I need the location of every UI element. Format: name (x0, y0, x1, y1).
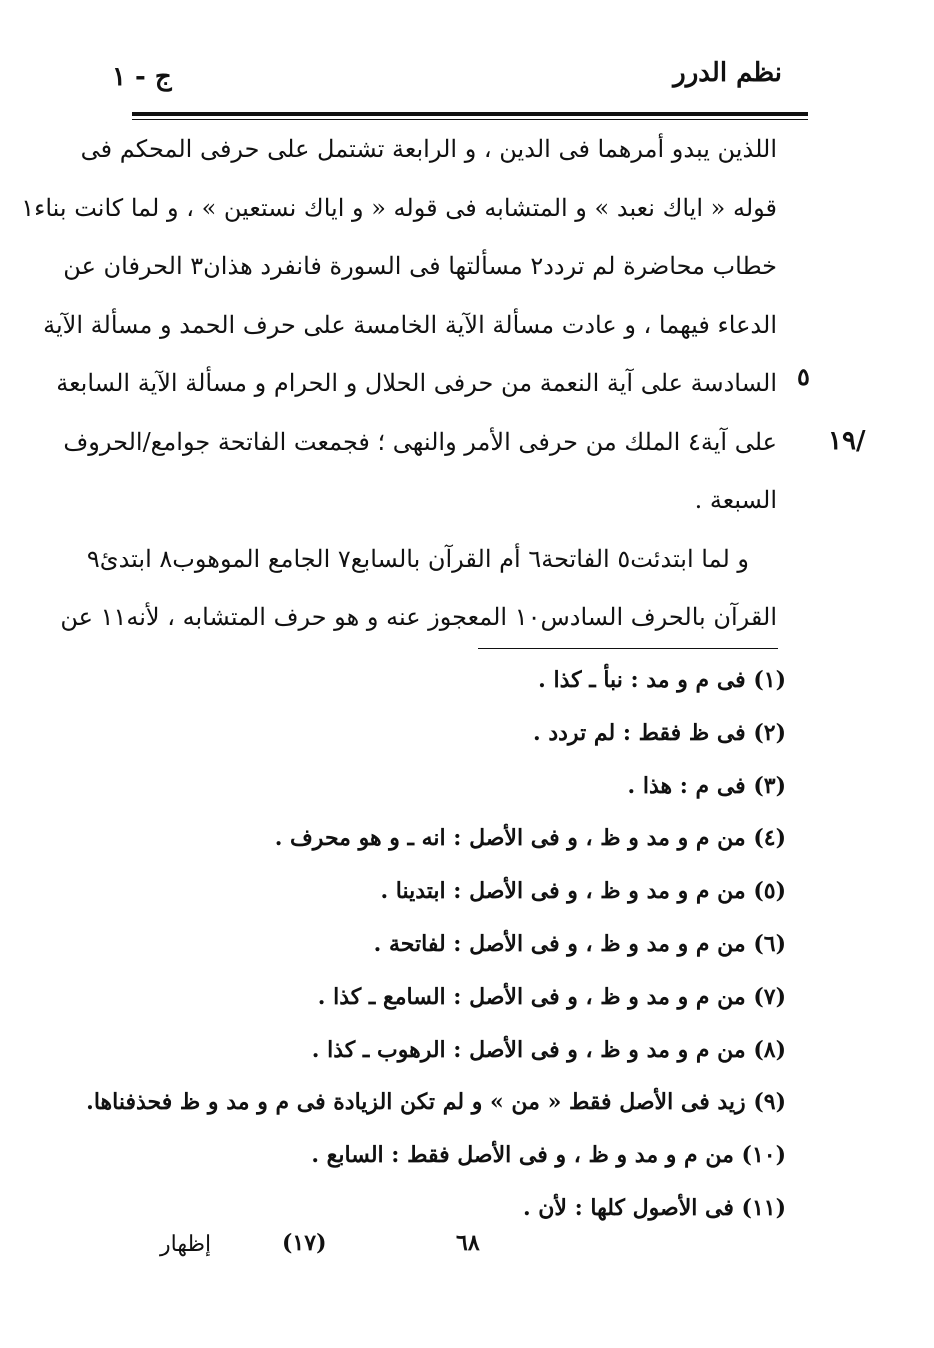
text-line: قوله « اياك نعبد » و المتشابه فى قوله « و اياك نستعين » ، و لما كانت بناء١ (21, 193, 777, 222)
header-rule-thick (132, 112, 808, 116)
text-line: و لما ابتدئت٥ الفاتحة٦ أم القرآن بالسابع٧ الجامع الموهوب٨ ابتدئ٩ (86, 544, 749, 573)
text-line: خطاب محاضرة لم تردد٢ مسألتها فى السورة فانفرد هذان٣ الحرفان عن (63, 252, 777, 280)
footnote: (٢) فى ظ فقط : لم تردد . (533, 719, 786, 746)
line-number-marker: ٥ (797, 362, 810, 391)
catchword: إظهار (160, 1232, 212, 1257)
footnote: (٤) من م و مد و ظ ، و فى الأصل : انه ـ و هو محرف . (274, 825, 786, 852)
signature-number: (١٧) (282, 1230, 327, 1256)
volume-label: ج - ١ (112, 62, 172, 92)
footnote-separator (478, 648, 778, 649)
footnote: (٦) من م و مد و ظ ، و فى الأصل : لفاتحة . (373, 930, 786, 957)
text-line: السبعة . (694, 486, 777, 514)
footnotes (86, 654, 786, 1235)
manuscript-page-ref: /١٩ (828, 426, 866, 456)
main-text (21, 120, 777, 647)
footnote: (١٠) من م و مد و ظ ، و فى الأصل فقط : السابع . (311, 1142, 786, 1169)
footnote: (١) فى م و مد : نبأ ـ كذا . (538, 667, 786, 693)
footnote: (٣) فى م : هذا . (627, 772, 786, 799)
page-number: ٦٨ (456, 1230, 480, 1256)
text-line: السادسة على آية النعمة من حرفى الحلال و الحرام و مسألة الآية السابعة (56, 369, 777, 397)
footnote: (١١) فى الأصول كلها : لأن . (522, 1194, 786, 1221)
text-line: على آية٤ الملك من حرفى الأمر والنهى ؛ فجمعت الفاتحة جوامع/الحروف (63, 427, 777, 456)
footnote: (٥) من م و مد و ظ ، و فى الأصل : ابتدينا . (380, 878, 786, 905)
text-line: القرآن بالحرف السادس١٠ المعجوز عنه و هو حرف المتشابه ، لأنه١١ عن (60, 603, 777, 631)
text-line: الدعاء فيهما ، و عادت مسألة الآية الخامسة على حرف الحمد و مسألة الآية (43, 310, 777, 339)
footnote: (٨) من م و مد و ظ ، و فى الأصل : الرهوب ـ كذا . (311, 1036, 786, 1063)
running-title: نظم الدرر (673, 58, 782, 88)
text-line: اللذين يبدو أمرهما فى الدين ، و الرابعة تشتمل على حرفى المحكم فى (80, 135, 777, 163)
footnote: (٩) زيد فى الأصل فقط « من » و لم تكن الزيادة فى م و مد و ظ فحذفناها. (86, 1089, 786, 1116)
footnote: (٧) من م و مد و ظ ، و فى الأصل : السامع ـ كذا . (317, 983, 786, 1010)
